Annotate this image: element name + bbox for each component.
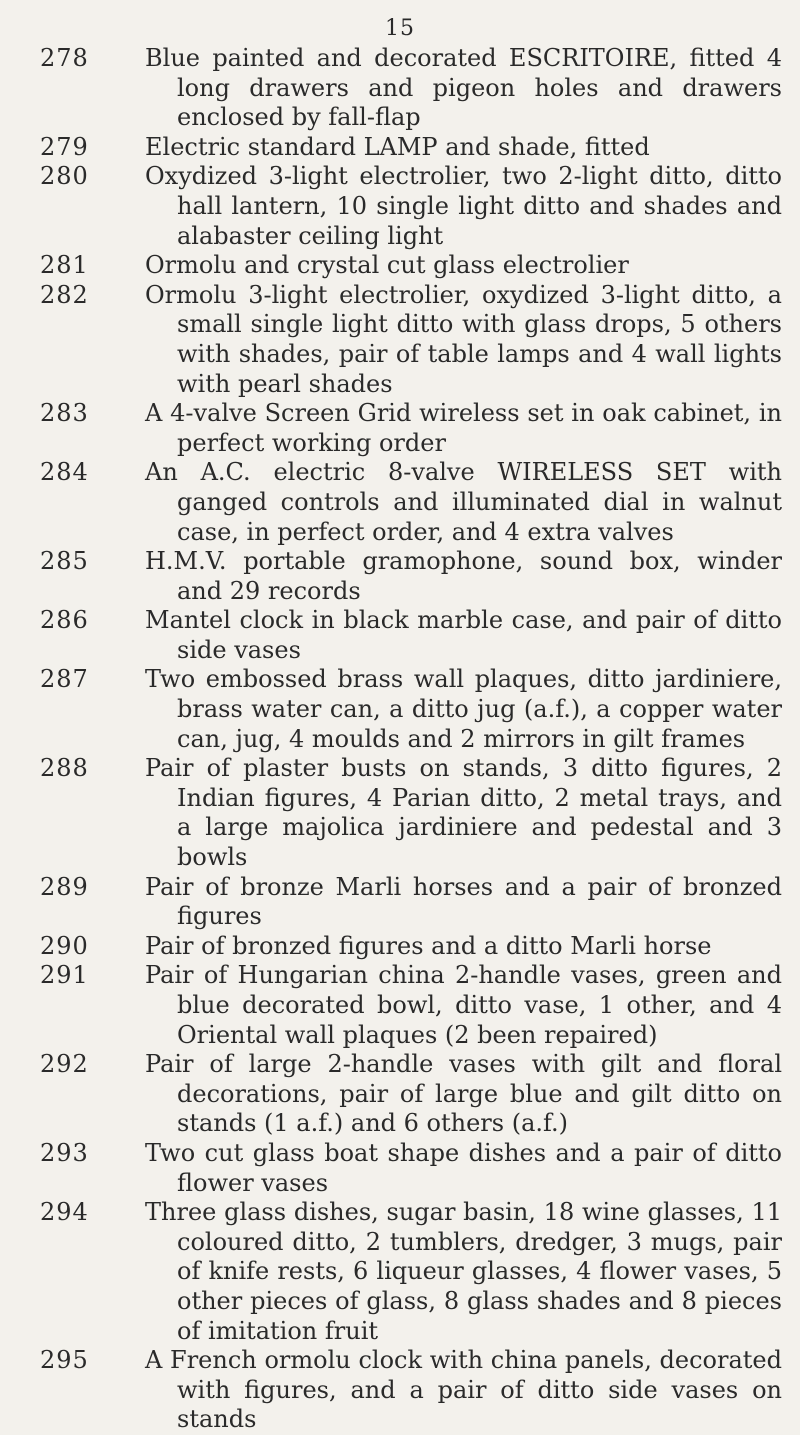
lot-description: Oxydized 3-light electrolier, two 2-light ditto, ditto hall lantern, 10 single light ditto and shades and alabaster ceiling light [145,162,782,250]
lot-entry [0,606,800,665]
lot-entry [0,1139,800,1198]
lot-entry [0,1050,800,1139]
lot-description: A French ormolu clock with china panels, decorated with figures, and a pair of ditto side vases on stands [145,1346,782,1434]
lot-entry [0,399,800,458]
lot-number: 287 [40,665,89,694]
lot-description: Pair of bronzed figures and a ditto Marli horse [145,931,712,960]
lot-number: 286 [40,606,89,635]
lot-number: 291 [40,961,89,990]
lot-entry [0,162,800,251]
lot-entry [0,961,800,1050]
lot-description: A 4-valve Screen Grid wireless set in oak cabinet, in perfect working order [145,399,782,457]
lot-description: An A.C. electric 8-valve WIRELESS SET with ganged controls and illuminated dial in walnut case, in perfect order, and 4 extra valves [145,458,782,546]
lot-description: Pair of bronze Marli horses and a pair of bronzed figures [145,872,782,931]
lot-entry [0,932,800,962]
lot-description: Electric standard LAMP and shade, fitted [145,132,650,161]
lot-number: 278 [40,44,89,72]
lot-number: 292 [40,1050,89,1079]
lot-entry [0,1198,800,1346]
lot-list [0,44,800,1435]
lot-entry [0,547,800,606]
lot-number: 289 [40,872,89,901]
lot-number: 279 [40,132,89,161]
lot-description: Pair of Hungarian china 2-handle vases, green and blue decorated bowl, ditto vase, 1 other, and 4 Oriental wall plaques (2 been repaired) [145,961,782,1049]
lot-description: Pair of plaster busts on stands, 3 ditto figures, 2 Indian figures, 4 Parian ditto, 2 metal trays, and a large majolica jardiniere and pedestal and 3 bowls [145,754,782,872]
lot-number: 285 [40,547,89,576]
lot-number: 295 [40,1346,89,1375]
lot-description: Ormolu 3-light electrolier, oxydized 3-light ditto, a small single light ditto with glass drops, 5 others with shades, pair of table lamps and 4 wall lights with pearl shades [145,280,782,398]
lot-number: 282 [40,280,89,309]
lot-number: 280 [40,162,89,191]
lot-entry [0,665,800,754]
lot-number: 284 [40,458,89,487]
lot-number: 281 [40,251,89,280]
lot-description: Two cut glass boat shape dishes and a pair of ditto flower vases [145,1138,782,1197]
lot-entry [0,1346,800,1435]
lot-number: 294 [40,1198,89,1227]
lot-number: 293 [40,1138,89,1167]
lot-entry [0,133,800,163]
lot-entry [0,251,800,281]
lot-description: Pair of large 2-handle vases with gilt and floral decorations, pair of large blue and gilt ditto on stands (1 a.f.) and 6 others (a.f.) [145,1050,782,1138]
lot-entry [0,458,800,547]
lot-description: Mantel clock in black marble case, and pair of ditto side vases [145,606,782,664]
lot-number: 288 [40,754,89,783]
lot-description: Ormolu and crystal cut glass electrolier [145,251,629,280]
lot-entry [0,44,800,133]
lot-entry [0,873,800,932]
lot-number: 290 [40,931,89,960]
lot-entry [0,754,800,872]
lot-number: 283 [40,399,89,428]
page-number: 15 [385,16,415,41]
lot-description: Two embossed brass wall plaques, ditto jardiniere, brass water can, a ditto jug (a.f.), a copper water can, jug, 4 moulds and 2 mirrors in gilt frames [145,665,782,753]
lot-description: Three glass dishes, sugar basin, 18 wine glasses, 11 coloured ditto, 2 tumblers, dredger, 3 mugs, pair of knife rests, 6 liqueur glasses, 4 flower vases, 5 other pieces of glass, 8 glass shades and 8 pieces of imitation fruit [145,1198,782,1345]
lot-description: Blue painted and decorated ESCRITOIRE, fitted 4 long drawers and pigeon holes and drawers enclosed by fall-flap [145,44,782,132]
lot-entry [0,281,800,399]
lot-description: H.M.V. portable gramophone, sound box, winder and 29 records [145,547,782,605]
